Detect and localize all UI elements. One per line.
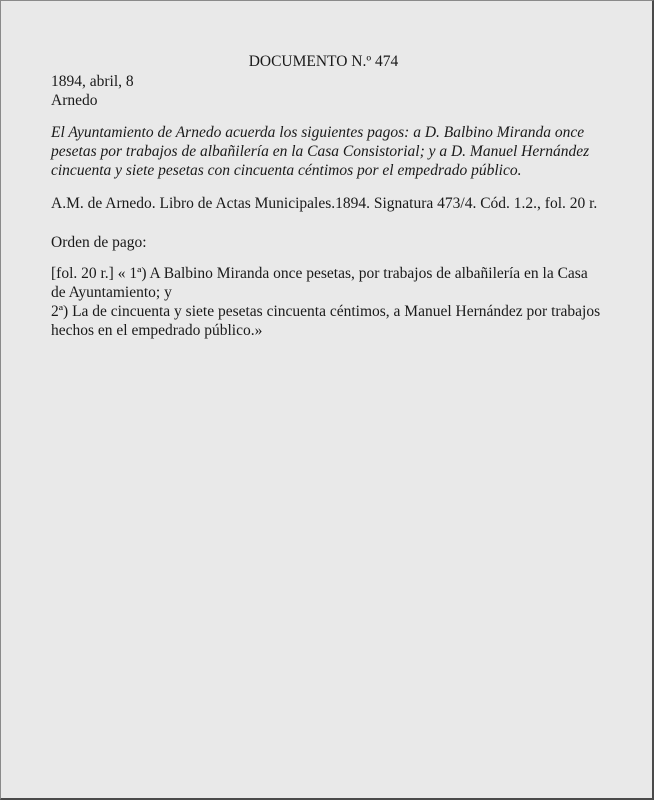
document-summary <box>51 123 621 180</box>
order-line: hechos en el empedrado público.» <box>51 322 263 339</box>
document-title: DOCUMENTO N.º 474 <box>248 53 399 70</box>
order-text <box>51 264 611 340</box>
order-line: [fol. 20 r.] « 1ª) A Balbino Miranda once pesetas, por trabajos de albañilería en la Casa <box>51 265 588 282</box>
order-heading: Orden de pago: <box>51 234 147 251</box>
summary-line: El Ayuntamiento de Arnedo acuerda los siguientes pagos: a D. Balbino Miranda once <box>51 124 585 141</box>
summary-line: cincuenta y siete pesetas con cincuenta céntimos por el empedrado público. <box>51 162 522 179</box>
order-line: de Ayuntamiento; y <box>51 284 172 301</box>
summary-line: pesetas por trabajos de albañilería en la Casa Consistorial; y a D. Manuel Hernández <box>51 143 590 160</box>
document-date: 1894, abril, 8 <box>51 73 134 90</box>
order-line: 2ª) La de cincuenta y siete pesetas cincuenta céntimos, a Manuel Hernández por trabajos <box>51 303 601 320</box>
document-place: Arnedo <box>51 92 98 109</box>
document-source: A.M. de Arnedo. Libro de Actas Municipales.1894. Signatura 473/4. Cód. 1.2., fol. 20 r. <box>51 195 598 212</box>
